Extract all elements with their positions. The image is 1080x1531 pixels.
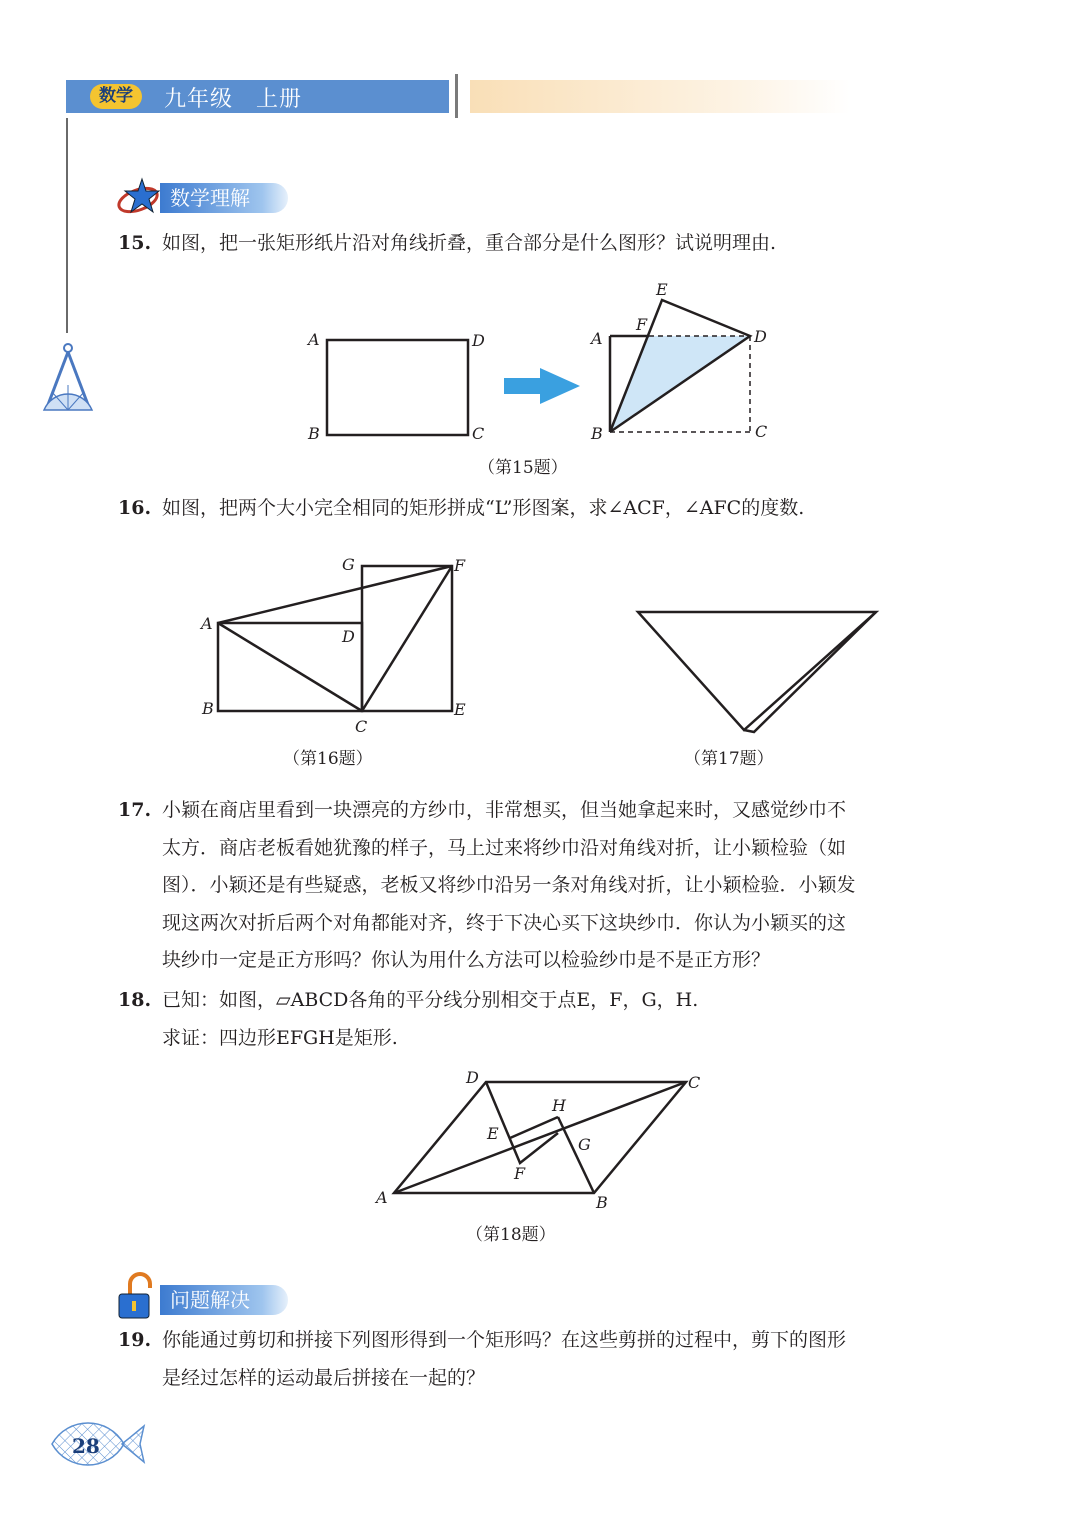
problem-16 <box>118 490 968 528</box>
label-F: F <box>636 315 648 334</box>
problem-text-2: 求证：四边形EFGH是矩形. <box>162 1026 398 1049</box>
label-B: B <box>308 424 320 443</box>
label-C: C <box>472 424 485 443</box>
problem-text: 已知：如图，▱ABCD各角的平分线分别相交于点E，F，G，H. <box>162 989 699 1011</box>
label-A: A <box>376 1188 388 1207</box>
figure-15 <box>300 278 790 448</box>
label-D: D <box>472 331 485 350</box>
problem-number: 17. <box>118 799 152 821</box>
problem-text: 如图，把一张矩形纸片沿对角线折叠，重合部分是什么图形？试说明理由. <box>162 232 777 254</box>
problem-18 <box>118 982 968 1057</box>
label-A: A <box>591 329 603 348</box>
problem-17 <box>118 792 968 980</box>
page-number: 28 <box>72 1434 100 1458</box>
figure-18 <box>370 1065 715 1215</box>
section-tag-solving: 问题解决 <box>160 1285 288 1315</box>
label-E: E <box>454 700 466 719</box>
problem-line: 是经过怎样的运动最后拼接在一起的？ <box>162 1366 486 1389</box>
header-gradient <box>470 80 850 113</box>
label-C: C <box>688 1073 701 1092</box>
problem-number: 19. <box>118 1329 152 1351</box>
label-G: G <box>342 555 355 574</box>
problem-19 <box>118 1322 968 1397</box>
problem-number: 15. <box>118 232 152 254</box>
label-D: D <box>754 327 767 346</box>
problem-15 <box>118 225 968 263</box>
compass-icon <box>38 340 98 416</box>
figure-caption: （第17题） <box>684 749 774 769</box>
header-title: 九年级 上册 <box>164 87 303 112</box>
label-C: C <box>355 717 368 736</box>
figure-caption: （第16题） <box>283 749 373 769</box>
problem-line: 块纱巾一定是正方形吗？你认为用什么方法可以检验纱巾是不是正方形？ <box>162 949 771 971</box>
star-orbit-icon <box>116 176 166 218</box>
problem-line: 太方．商店老板看她犹豫的样子，马上过来将纱巾沿对角线对折，让小颖检验（如 <box>162 836 847 859</box>
header-divider <box>455 74 458 118</box>
label-F: F <box>514 1164 526 1183</box>
label-D: D <box>466 1068 479 1087</box>
problem-number: 18. <box>118 989 152 1011</box>
label-B: B <box>202 699 214 718</box>
figure-16 <box>195 550 485 740</box>
figure-caption: （第15题） <box>478 458 568 478</box>
padlock-icon <box>116 1272 160 1320</box>
subject-badge: 数学 <box>90 84 142 109</box>
label-B: B <box>596 1193 608 1212</box>
label-E: E <box>656 280 668 299</box>
label-E: E <box>487 1124 499 1143</box>
problem-line: 小颖在商店里看到一块漂亮的方纱巾，非常想买，但当她拿起来时，又感觉纱巾不 <box>162 799 847 821</box>
problem-line: 你能通过剪切和拼接下列图形得到一个矩形吗？在这些剪拼的过程中，剪下的图形 <box>162 1329 847 1351</box>
label-F: F <box>454 556 466 575</box>
label-A: A <box>308 330 320 349</box>
label-D: D <box>342 627 355 646</box>
label-H: H <box>552 1096 566 1115</box>
problem-line: 现这两次对折后两个对角都能对齐，终于下决心买下这块纱巾．你认为小颖买的这 <box>162 911 847 934</box>
label-A: A <box>201 614 213 633</box>
figure-17 <box>630 600 890 740</box>
label-C: C <box>755 422 768 441</box>
figure-caption: （第18题） <box>466 1225 556 1245</box>
label-G: G <box>578 1135 591 1154</box>
section-tag-understanding: 数学理解 <box>160 183 288 213</box>
arrow-icon <box>504 368 580 404</box>
margin-rule <box>66 118 68 333</box>
problem-text: 如图，把两个大小完全相同的矩形拼成“L”形图案，求∠ACF，∠AFC的度数. <box>162 497 805 519</box>
label-B: B <box>591 424 603 443</box>
problem-line: 图）．小颖还是有些疑惑，老板又将纱巾沿另一条对角线对折，让小颖检验．小颖发 <box>162 874 856 896</box>
problem-number: 16. <box>118 497 152 519</box>
